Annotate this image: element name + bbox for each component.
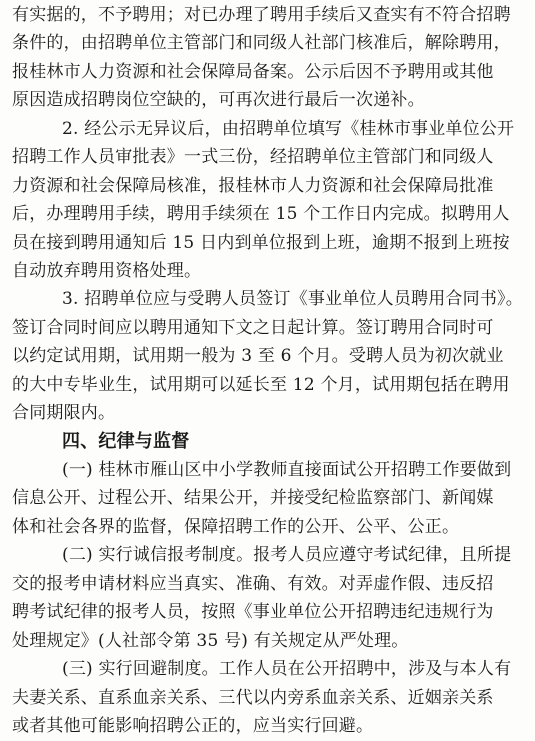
paragraph-line: 招聘工作人员审批表》一式三份，经招聘单位主管部门和同级人 <box>12 147 494 167</box>
paragraph-line: 报桂林市人力资源和社会保障局备案。公示后因不予聘用或其他 <box>12 62 494 82</box>
paragraph-line: 聘考试纪律的报考人员，按照《事业单位公开招聘违纪违规行为 <box>12 602 494 622</box>
paragraph-line: 或者其他可能影响招聘公正的，应当实行回避。 <box>12 716 374 736</box>
paragraph-line: 交的报考申请材料应当真实、准确、有效。对弄虚作假、违反招 <box>12 574 494 594</box>
paragraph-line: 以约定试用期，试用期一般为 3 至 6 个月。受聘人员为初次就业 <box>12 346 504 366</box>
paragraph-line: 体和社会各界的监督，保障招聘工作的公开、公平、公正。 <box>12 517 460 537</box>
paragraph-line: 员在接到聘用通知后 15 日内到单位报到上班，逾期不报到上班按 <box>12 233 510 253</box>
paragraph-line: 条件的，由招聘单位主管部门和同级人社部门核准后，解除聘用， <box>12 33 511 53</box>
paragraph-line: 处理规定》(人社部令第 35 号) 有关规定从严处理。 <box>12 631 409 651</box>
paragraph-line: (二) 实行诚信报考制度。报考人员应遵守考试纪律，且所提 <box>62 545 512 565</box>
paragraph-line: (三) 实行回避制度。工作人员在公开招聘中，涉及与本人有 <box>62 659 512 679</box>
paragraph-line: 夫妻关系、直系血亲关系、三代以内旁系血亲关系、近姻亲关系 <box>12 688 494 708</box>
section-heading: 四、纪律与监督 <box>62 431 190 452</box>
paragraph-line: 的大中专毕业生，试用期可以延长至 12 个月，试用期包括在聘用 <box>12 375 510 395</box>
paragraph-line: 后，办理聘用手续，聘用手续须在 15 个工作日内完成。拟聘用人 <box>12 204 510 224</box>
paragraph-line: 力资源和社会保障局核准，报桂林市人力资源和社会保障局批准 <box>12 176 494 196</box>
paragraph-line: 签订合同时间应以聘用通知下文之日起计算。签订聘用合同时可 <box>12 318 494 338</box>
paragraph-line: 有实据的，不予聘用；对已办理了聘用手续后又查实有不符合招聘 <box>12 5 511 25</box>
paragraph-line: 自动放弃聘用资格处理。 <box>12 261 202 281</box>
paragraph-line: 3. 招聘单位应与受聘人员签订《事业单位人员聘用合同书》。 <box>62 289 523 309</box>
paragraph-line: 信息公开、过程公开、结果公开，并接受纪检监察部门、新闻媒 <box>12 488 494 508</box>
paragraph-line: 合同期限内。 <box>12 403 116 423</box>
paragraph-line: (一) 桂林市雁山区中小学教师直接面试公开招聘工作要做到 <box>62 460 512 480</box>
paragraph-line: 2. 经公示无异议后，由招聘单位填写《桂林市事业单位公开 <box>62 119 515 139</box>
paragraph-line: 原因造成招聘岗位空缺的，可再次进行最后一次递补。 <box>12 90 425 110</box>
